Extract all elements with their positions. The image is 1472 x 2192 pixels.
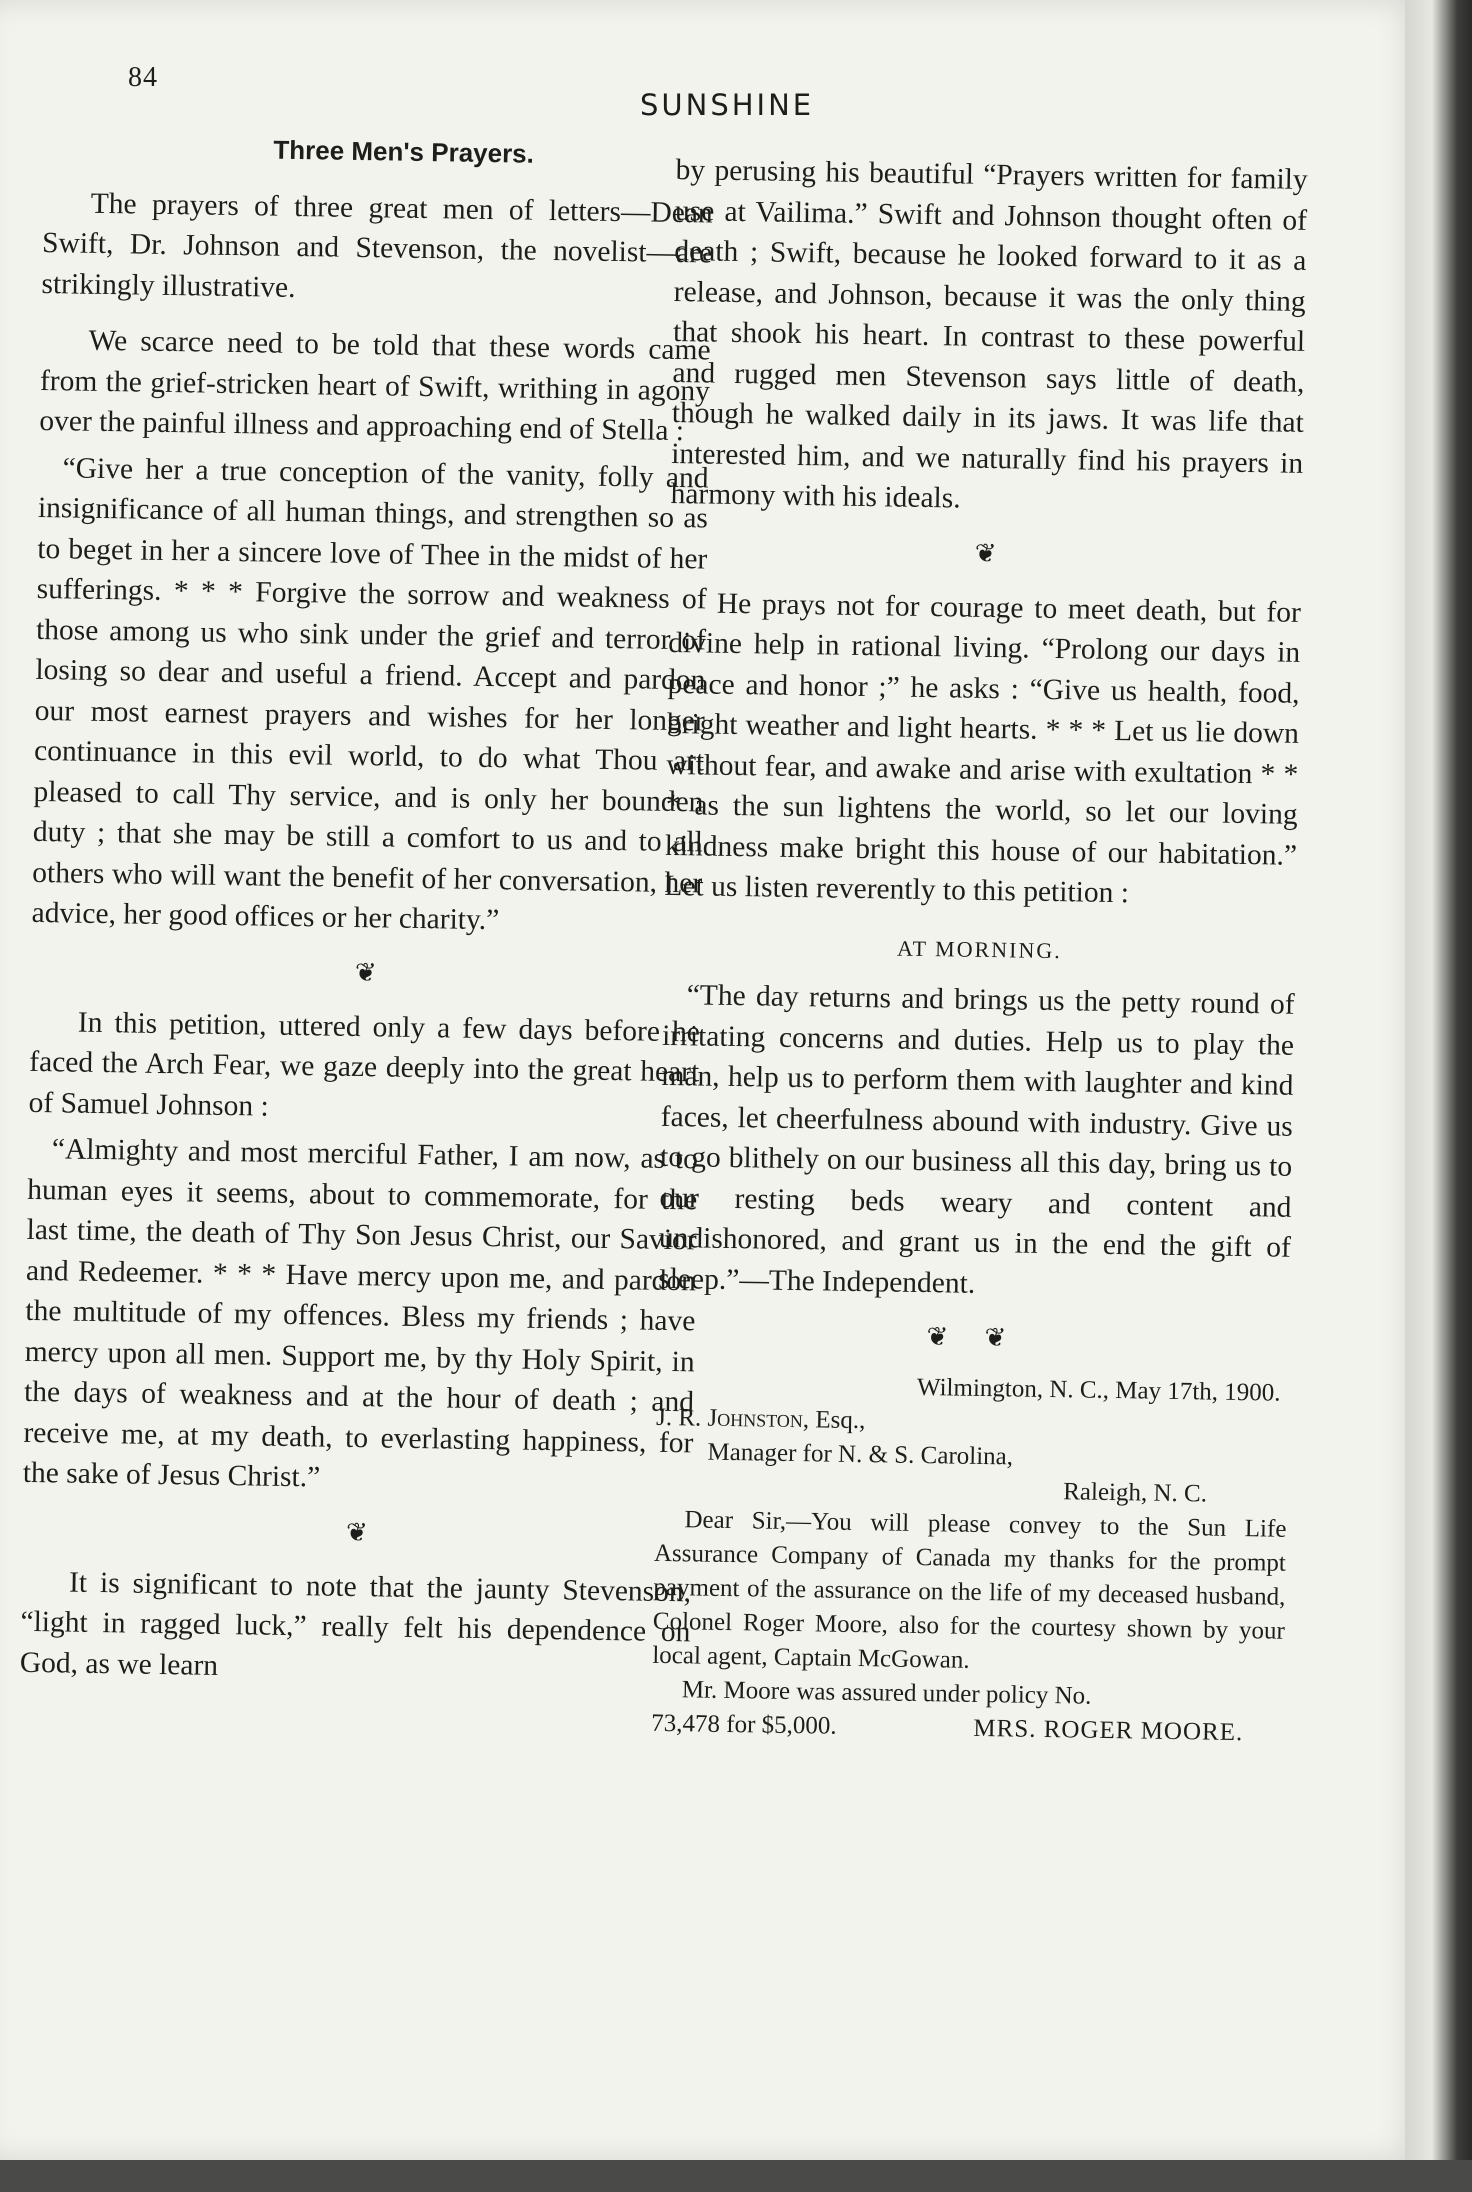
leaf-ornament-icon: ❦ <box>345 1517 369 1548</box>
letter-dateline: Wilmington, N. C., May 17th, 1900. <box>916 1373 1281 1407</box>
signature: MRS. ROGER MOORE. <box>973 1714 1244 1747</box>
double-leaf-ornament-icon: ❦ ❦ <box>926 1322 1021 1354</box>
testimonial-letter <box>651 1367 1289 1751</box>
right-column <box>651 150 1308 1751</box>
paragraph-swift-intro: We scarce need to be told that these words came from the grief-stricken heart of Swift, writhing in agony over the painful illness and approaching end of Stella : <box>39 324 711 448</box>
running-head: SUNSHINE <box>640 88 815 122</box>
left-column <box>20 126 714 1693</box>
letter-body: Dear Sir,—You will please convey to the Sun Life Assurance Company of Canada my thanks for the prompt payment of the assurance on the life of my deceased husband, Colonel Roger Moore, also for the courtesy shown by your local agent, Captain McGowan. <box>652 1506 1287 1674</box>
paragraph-stevenson-prayer-intro: He prays not for courage to meet death, but for divine help in rational living. “Prolong our days in peace and honor ;” he asks : “Give us health, food, bright weather and light hearts. * * * Let us lie down without fear, and awake and arise with exultation * * * as the sun lightens the world, so let our loving kindness make bright this house of our habitation.” Let us listen reverently to this petition : <box>664 587 1302 910</box>
page-binding-edge <box>1405 0 1472 2192</box>
article-title: Three Men's Prayers. <box>273 134 535 169</box>
scan-bottom-edge <box>0 2160 1472 2192</box>
leaf-ornament-icon: ❦ <box>354 957 377 988</box>
recipient-title: Manager for N. & S. Carolina, <box>707 1438 1014 1471</box>
recipient-suffix: , Esq., <box>802 1406 866 1435</box>
policy-note-line: Mr. Moore was assured under policy No. <box>681 1676 1092 1710</box>
stevenson-prayer-quote: “The day returns and brings us the petty round of irritating concerns and duties. Help us to play the man, help us to perform them with laughter and kind faces, let cheerfulness abound with industry. Give us to go blithely on our business all this day, bring us to our resting beds weary and content and undishonored, and grant us in the end the gift of sleep.”—The Independent. <box>658 979 1295 1300</box>
policy-note-amount: 73,478 for $5,000. <box>651 1709 837 1740</box>
section-heading: AT MORNING. <box>896 935 1062 963</box>
paragraph-intro: The prayers of three great men of letters—Dean Swift, Dr. Johnson and Stevenson, the novelist—are strikingly illustrative. <box>41 187 713 304</box>
johnson-prayer-quote: “Almighty and most merciful Father, I am now, as to human eyes it seems, about to commemorate, for the last time, the death of Thy Son Jesus Christ, our Savior and Redeemer. * * * Have mercy upon me, and pardon the multitude of my offences. Bless my friends ; have mercy upon all men. Support me, by thy Holy Spirit, in the days of weakness and at the hour of death ; and receive me, at my death, to everlasting happiness, for the sake of Jesus Christ.” <box>22 1133 699 1494</box>
paragraph-stevenson-intro: It is significant to note that the jaunty Stevenson, “light in ragged luck,” really felt his dependence on God, as we learn <box>19 1566 692 1682</box>
swift-prayer-quote: “Give her a true conception of the vanity, folly and insignificance of all human things, and strengthen so as to beget in her a sincere love of Thee in the midst of her sufferings. * * * Forgive the sorrow and weakness of those among us who sink under the grief and terror of losing so dear and useful a friend. Accept and pardon our most earnest prayers and wishes for her longer continuance in this evil world, to do what Thou art pleased to call Thy service, and is only her bounden duty ; that she may be still a comfort to us and to all others who will want the benefit of her conversation, her advice, her good offices or her charity.” <box>31 451 709 937</box>
recipient-place: Raleigh, N. C. <box>1063 1478 1208 1508</box>
leaf-ornament-icon: ❦ <box>974 538 997 569</box>
paragraph-stevenson-continued: by perusing his beautiful “Prayers written for family use at Vailima.” Swift and Johnson thought often of death ; Swift, because he looked forward to it as a release, and Johnson, because it was the only thing that shook his heart. In contrast to these powerful and rugged men Stevenson says little of death, though he walked daily in its jaws. It was life that interested him, and we naturally find his prayers in harmony with his ideals. <box>670 153 1308 515</box>
recipient-name: J. R. Johnston <box>655 1403 804 1434</box>
page-number: 84 <box>128 62 158 93</box>
paragraph-johnson-intro: In this petition, uttered only a few days before he faced the Arch Fear, we gaze deeply into the great heart of Samuel Johnson : <box>28 1006 701 1123</box>
